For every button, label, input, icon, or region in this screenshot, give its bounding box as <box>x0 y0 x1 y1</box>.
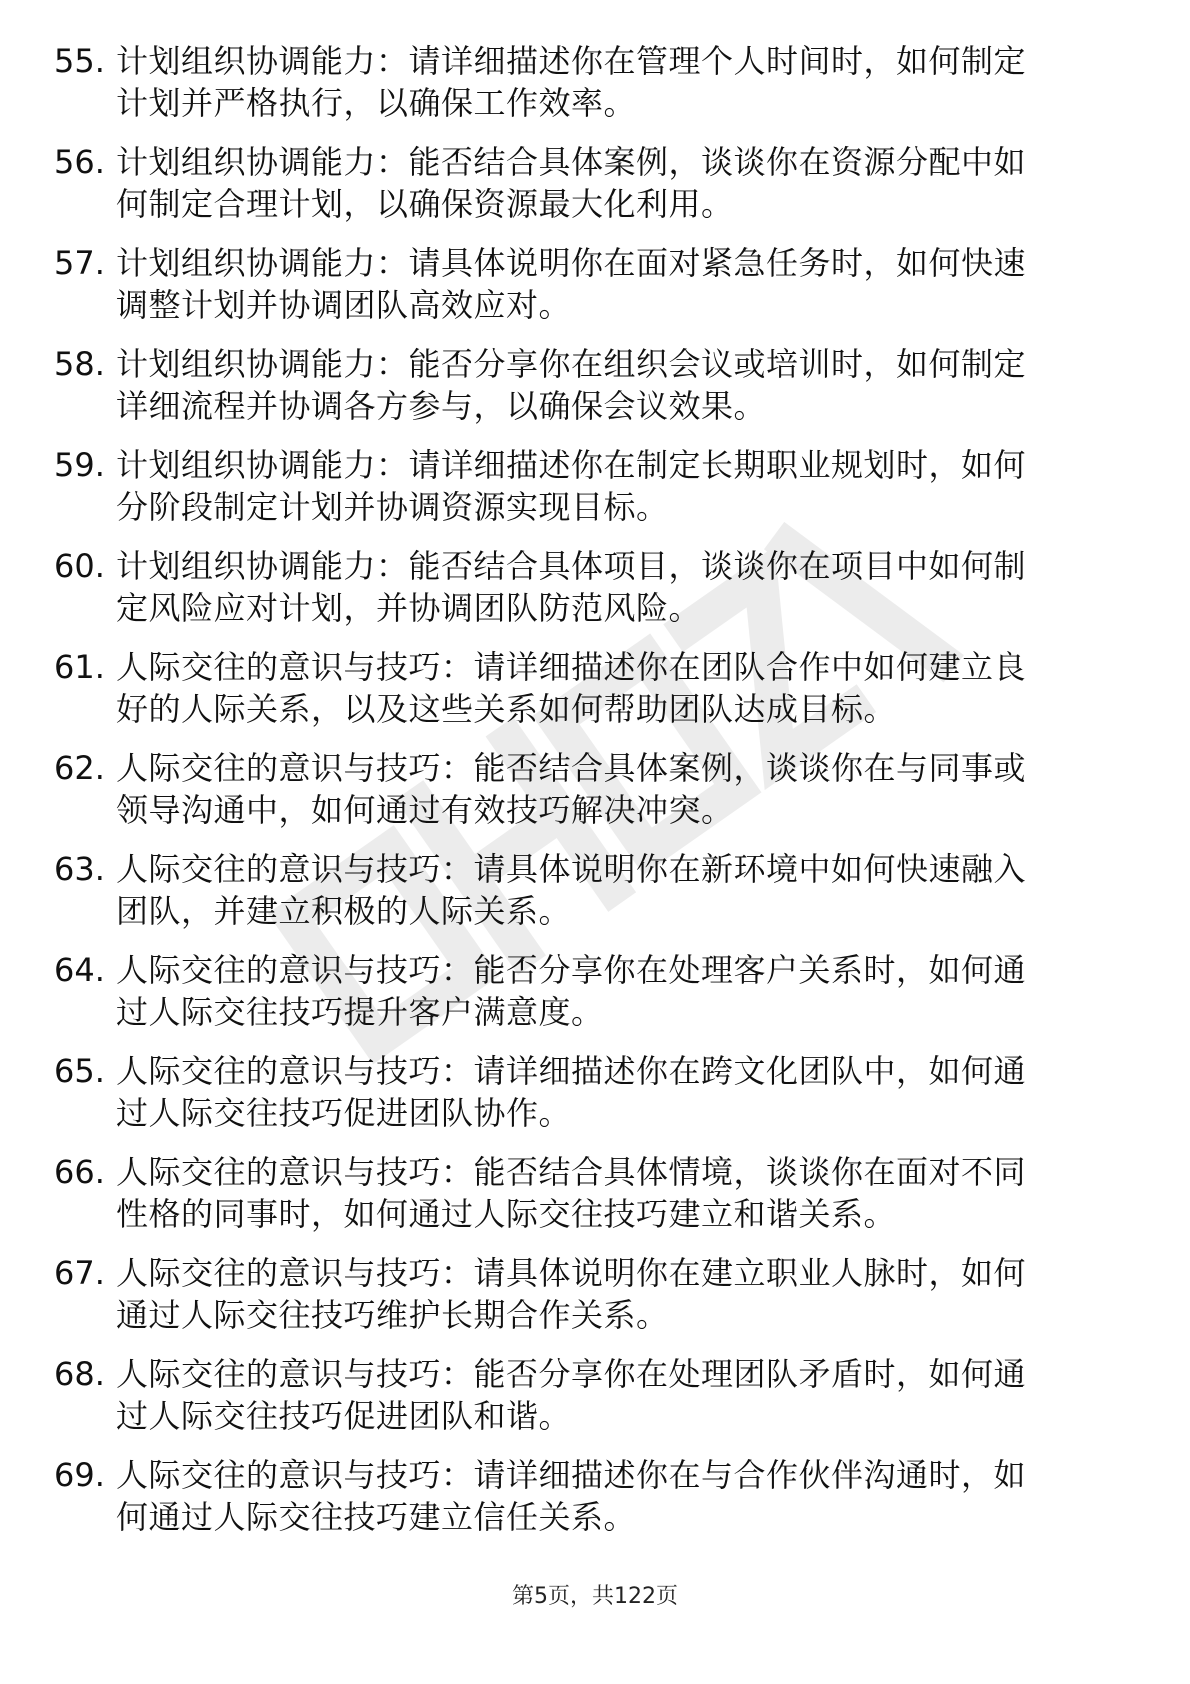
question-item <box>0 1454 1190 1555</box>
question-text: 计划组织协调能力：能否分享你在组织会议或培训时，如何制定详细流程并协调各方参与，以确保会议效果。 <box>116 345 1027 425</box>
question-number: 63. <box>54 850 105 888</box>
question-number: 56. <box>54 143 105 181</box>
question-number: 64. <box>54 951 105 989</box>
question-item <box>0 444 1190 545</box>
question-number: 69. <box>54 1456 105 1494</box>
question-number: 68. <box>54 1355 105 1393</box>
page-number-footer: 第5页，共122页 <box>512 1584 678 1609</box>
question-text: 人际交往的意识与技巧：请详细描述你在与合作伙伴沟通时，如何通过人际交往技巧建立信任关系。 <box>116 1456 1027 1536</box>
question-item <box>0 1252 1190 1353</box>
question-text: 人际交往的意识与技巧：请详细描述你在团队合作中如何建立良好的人际关系，以及这些关系如何帮助团队达成目标。 <box>116 648 1027 728</box>
question-number: 62. <box>54 749 105 787</box>
question-text: 人际交往的意识与技巧：能否结合具体情境，谈谈你在面对不同性格的同事时，如何通过人际交往技巧建立和谐关系。 <box>116 1153 1027 1233</box>
question-text: 人际交往的意识与技巧：请具体说明你在建立职业人脉时，如何通过人际交往技巧维护长期合作关系。 <box>116 1254 1027 1334</box>
question-item <box>0 40 1190 141</box>
question-text: 计划组织协调能力：请具体说明你在面对紧急任务时，如何快速调整计划并协调团队高效应对。 <box>116 244 1027 324</box>
question-text: 人际交往的意识与技巧：能否结合具体案例，谈谈你在与同事或领导沟通中，如何通过有效技巧解决冲突。 <box>116 749 1027 829</box>
question-item <box>0 141 1190 242</box>
question-number: 61. <box>54 648 105 686</box>
question-item <box>0 545 1190 646</box>
question-text: 人际交往的意识与技巧：能否分享你在处理团队矛盾时，如何通过人际交往技巧促进团队和谐。 <box>116 1355 1027 1435</box>
question-number: 67. <box>54 1254 105 1292</box>
question-item <box>0 242 1190 343</box>
question-item <box>0 1353 1190 1454</box>
question-text: 计划组织协调能力：请详细描述你在管理个人时间时，如何制定计划并严格执行，以确保工作效率。 <box>116 42 1027 122</box>
question-item <box>0 949 1190 1050</box>
question-item <box>0 646 1190 747</box>
question-number: 66. <box>54 1153 105 1191</box>
question-text: 计划组织协调能力：请详细描述你在制定长期职业规划时，如何分阶段制定计划并协调资源实现目标。 <box>116 446 1027 526</box>
question-number: 59. <box>54 446 105 484</box>
question-list <box>0 40 1190 1555</box>
question-number: 58. <box>54 345 105 383</box>
question-number: 57. <box>54 244 105 282</box>
question-item <box>0 848 1190 949</box>
question-number: 60. <box>54 547 105 585</box>
question-number: 65. <box>54 1052 105 1090</box>
question-item <box>0 343 1190 444</box>
question-text: 计划组织协调能力：能否结合具体案例，谈谈你在资源分配中如何制定合理计划，以确保资源最大化利用。 <box>116 143 1027 223</box>
question-text: 人际交往的意识与技巧：请详细描述你在跨文化团队中，如何通过人际交往技巧促进团队协作。 <box>116 1052 1027 1132</box>
question-text: 计划组织协调能力：能否结合具体项目，谈谈你在项目中如何制定风险应对计划，并协调团队防范风险。 <box>116 547 1027 627</box>
question-text: 人际交往的意识与技巧：能否分享你在处理客户关系时，如何通过人际交往技巧提升客户满意度。 <box>116 951 1027 1031</box>
question-item <box>0 1050 1190 1151</box>
question-item <box>0 1151 1190 1252</box>
question-number: 55. <box>54 42 105 80</box>
question-text: 人际交往的意识与技巧：请具体说明你在新环境中如何快速融入团队，并建立积极的人际关系。 <box>116 850 1027 930</box>
question-item <box>0 747 1190 848</box>
